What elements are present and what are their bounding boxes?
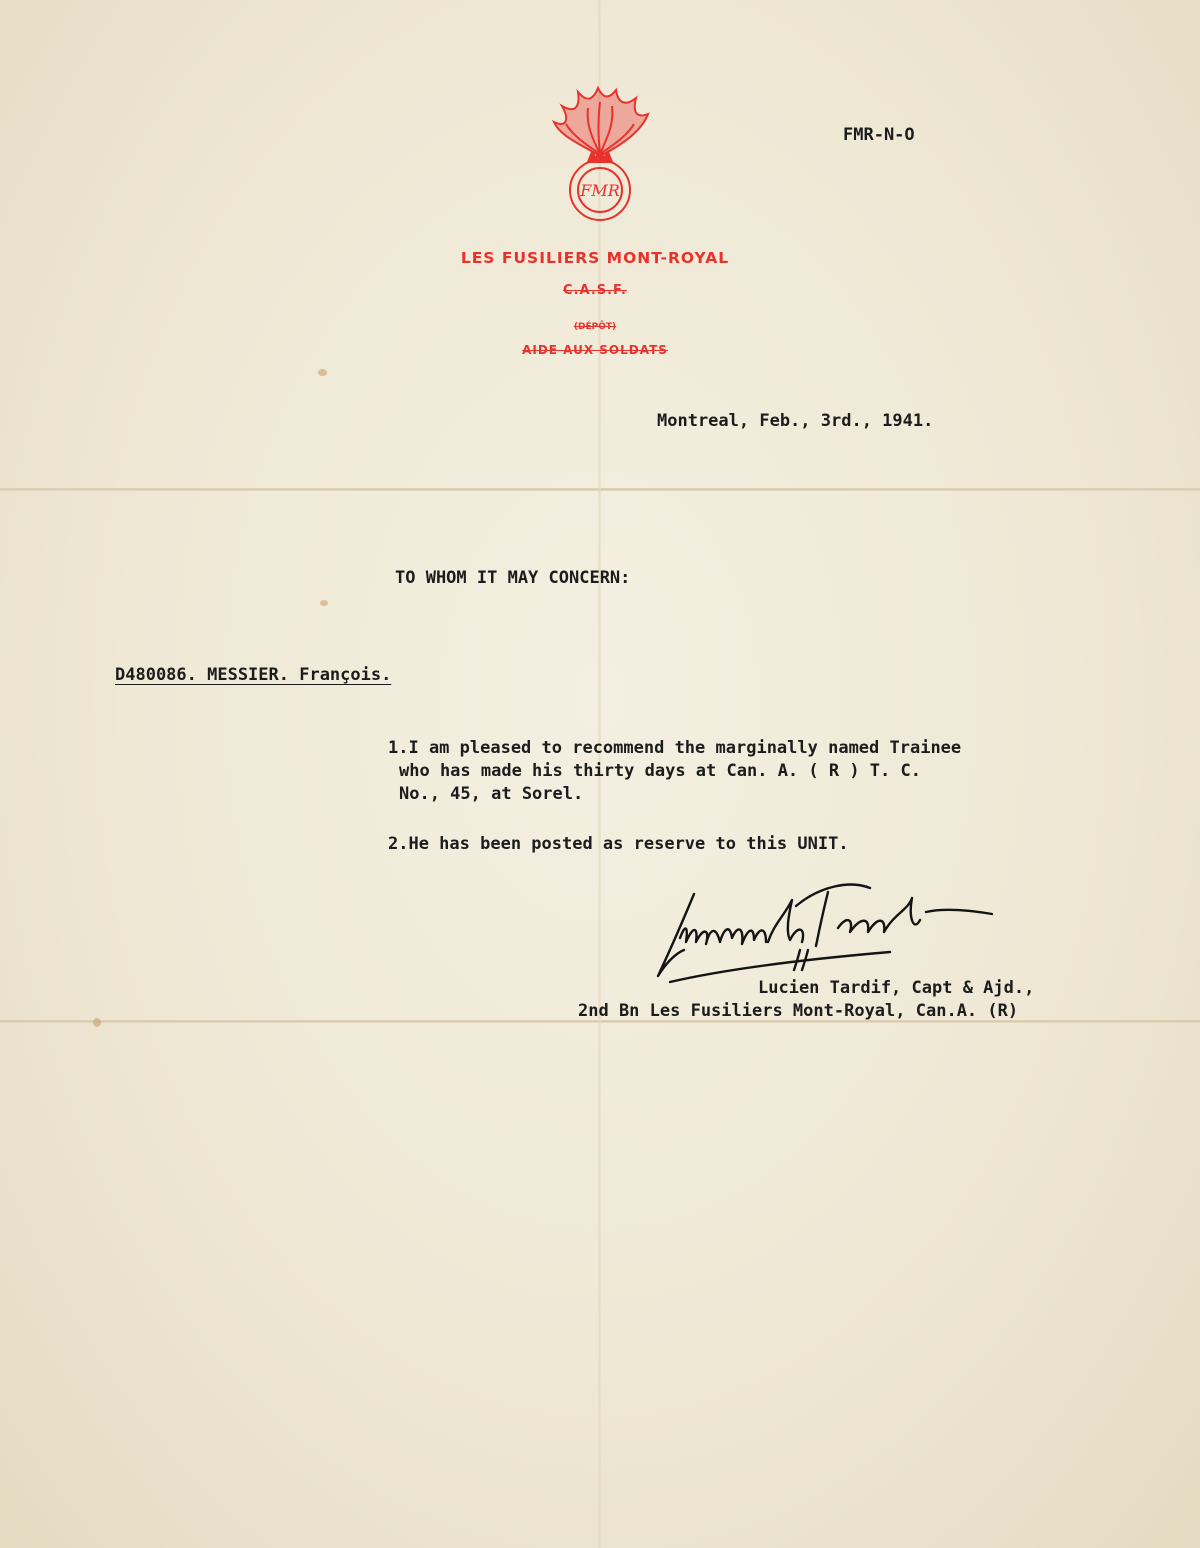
letter-date: Montreal, Feb., 3rd., 1941. (657, 411, 934, 431)
paper-stain (320, 600, 328, 606)
signatory-unit: 2nd Bn Les Fusiliers Mont-Royal, Can.A. (R) (578, 1001, 1019, 1021)
organization-name: LES FUSILIERS MONT-ROYAL (460, 249, 730, 267)
signatory-name: Lucien Tardif, Capt & Ajd., (758, 978, 1035, 998)
body-paragraph-2 (388, 833, 849, 856)
body-line: 2.He has been posted as reserve to this UNIT. (388, 834, 849, 854)
reference-code: FMR-N-O (843, 125, 915, 145)
struck-letterhead-line: AIDE AUX SOLDATS (522, 343, 668, 357)
body-line: No., 45, at Sorel. (399, 784, 584, 804)
body-paragraph-1 (388, 737, 961, 806)
regimental-crest-logo (540, 84, 660, 224)
paper-stain (93, 1018, 101, 1027)
subject-line: D480086. MESSIER. François. (115, 665, 392, 685)
svg-text:FMR: FMR (580, 181, 620, 200)
body-line: who has made his thirty days at Can. A. ( R ) T. C. (399, 761, 921, 781)
struck-letterhead-line: (DÉPÔT) (573, 322, 617, 332)
salutation: TO WHOM IT MAY CONCERN: (395, 568, 631, 588)
body-line: 1.I am pleased to recommend the marginally named Trainee (388, 738, 962, 758)
struck-letterhead-line: C.A.S.F. (563, 283, 627, 298)
handwritten-signature (650, 858, 1000, 988)
paper-stain (318, 369, 327, 376)
